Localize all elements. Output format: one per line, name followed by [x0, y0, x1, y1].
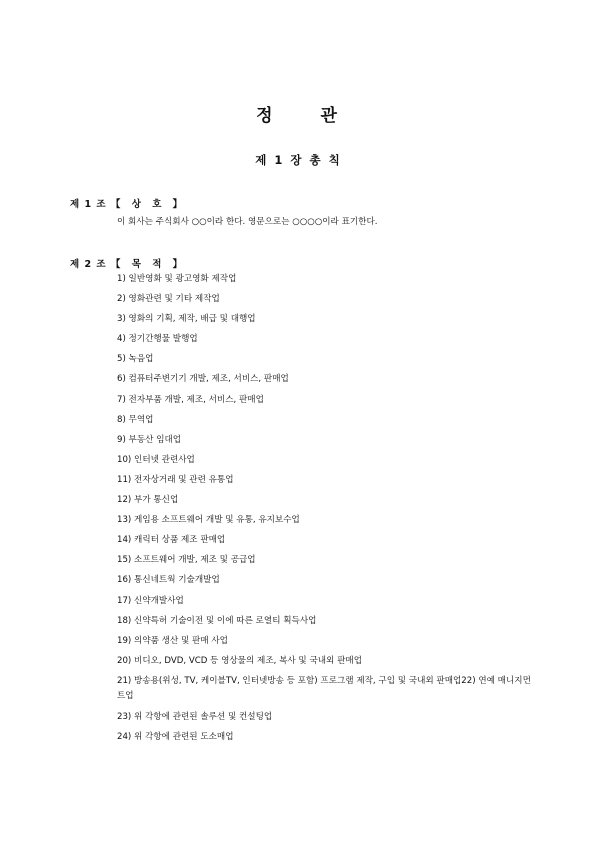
article-1-text: 이 회사는 주식회사 ○○이라 한다. 영문으로는 ○○○○이라 표기한다.	[117, 217, 378, 227]
list-item: 8) 무역업	[117, 414, 154, 425]
list-item: 5) 녹음업	[117, 354, 154, 365]
list-item: 10) 인터넷 관련사업	[117, 454, 195, 465]
list-item: 12) 부가 통신업	[117, 495, 179, 506]
purpose-list	[117, 274, 537, 752]
article-number: 제 1 조	[70, 199, 106, 210]
list-item: 15) 소프트웨어 개발, 제조 및 공급업	[117, 555, 256, 566]
list-item: 3) 영화의 기획, 제작, 배급 및 대행업	[117, 314, 256, 325]
list-item: 21) 방송용(위성, TV, 케이블TV, 인터넷방송 등 포함) 프로그램 제작, 구입 및 국내외 판매업22) 연예 매니지먼트업	[117, 675, 531, 701]
list-item: 19) 의약품 생산 및 판매 사업	[117, 635, 228, 646]
list-item: 17) 신약개발사업	[117, 595, 184, 606]
list-item: 24) 위 각항에 관련된 도소매업	[117, 731, 234, 742]
article-title: 【 목 적 】	[110, 259, 186, 270]
list-item: 7) 전자부품 개발, 제조, 서비스, 판매업	[117, 394, 264, 405]
article-1-heading	[70, 196, 185, 210]
list-item: 9) 부동산 임대업	[117, 434, 182, 445]
list-item: 23) 위 각항에 관련된 솔루션 및 컨설팅업	[117, 711, 273, 722]
document-title: 정 관	[256, 106, 339, 126]
article-number: 제 2 조	[70, 259, 106, 270]
list-item: 16) 통신네트웍 기술개발업	[117, 575, 220, 586]
list-item: 4) 정기간행물 발행업	[117, 334, 198, 345]
list-item: 18) 신약특허 기술이전 및 이에 따른 로열티 획득사업	[117, 615, 317, 626]
article-title: 【 상 호 】	[110, 199, 186, 210]
list-item: 20) 비디오, DVD, VCD 등 영상물의 제조, 복사 및 국내외 판매업	[117, 655, 362, 666]
list-item: 13) 게임용 소프트웨어 개발 및 유통, 유지보수업	[117, 515, 300, 526]
list-item: 6) 컴퓨터주변기기 개발, 제조, 서비스, 판매업	[117, 374, 289, 385]
list-item: 11) 전자상거래 및 관련 유통업	[117, 474, 234, 485]
chapter-heading: 제 1 장 총 칙	[255, 153, 340, 167]
article-2-heading	[70, 256, 185, 270]
list-item: 14) 캐릭터 상품 제조 판매업	[117, 535, 226, 546]
list-item: 2) 영화관련 및 기타 제작업	[117, 294, 220, 305]
list-item: 1) 일반영화 및 광고영화 제작업	[117, 274, 237, 284]
